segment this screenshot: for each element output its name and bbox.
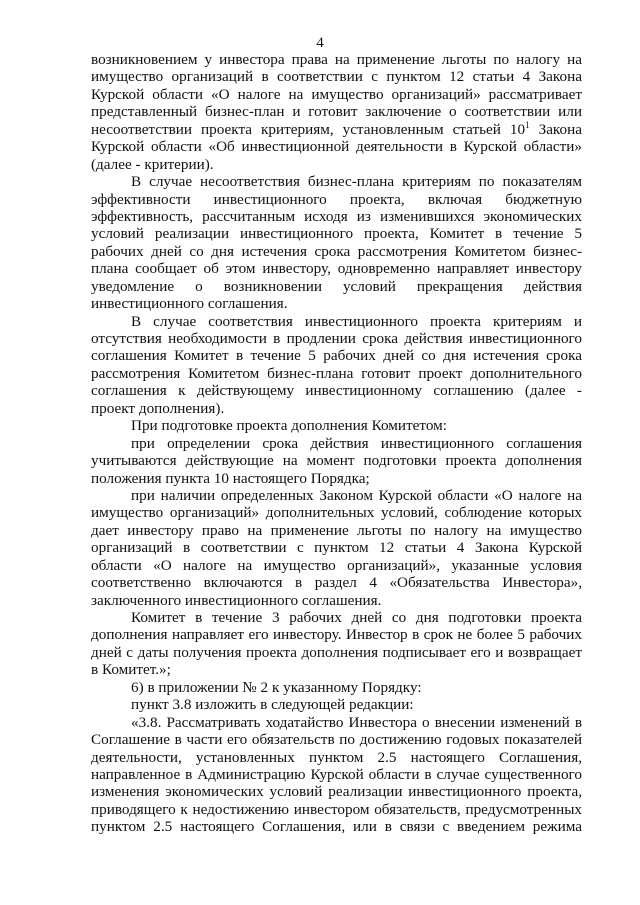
- text-line: дает инвестору право на применение льготы по налогу на имущество: [91, 521, 582, 539]
- text-line-segment: несоответствии проекта критериям, установленным статьей 10: [91, 120, 526, 138]
- text-line: организаций в соответствии с пунктом 12 статьи 4 Закона Курской: [91, 539, 582, 557]
- text-line: соответственно включаются в раздел 4 «Обязательства Инвестора»,: [91, 574, 582, 592]
- text-line: инвестиционного соглашения.: [91, 295, 288, 313]
- page-number: 4: [316, 35, 324, 51]
- text-line: эффективности инвестиционного проекта, включая бюджетную: [91, 190, 582, 208]
- text-line: направленное в Администрацию Курской области в случае существенного: [91, 765, 582, 783]
- text-line-segment: Закона: [529, 120, 582, 138]
- text-line: плана сообщает об этом инвестору, одновременно направляет инвестору: [91, 260, 582, 278]
- text-line: области «О налоге на имущество организаций», указанные условия: [91, 556, 582, 574]
- text-line: проект дополнения).: [91, 399, 225, 417]
- text-line: учитываются действующие на момент подготовки проекта дополнения: [91, 452, 582, 470]
- text-line: (далее - критерии).: [91, 155, 214, 173]
- text-line: эффективность, рассчитанным исходя из изменившихся экономических: [91, 207, 582, 225]
- text-line: при определении срока действия инвестиционного соглашения: [131, 434, 582, 452]
- text-line: приводящего к недостижению инвестором обязательств, предусмотренных: [91, 800, 582, 818]
- text-line: при наличии определенных Законом Курской области «О налоге на: [131, 486, 582, 504]
- text-line: дней с даты получения проекта дополнения подписывает его и возвращает: [91, 643, 582, 661]
- text-line: рассмотрения Комитетом бизнес-плана готовит проект дополнительного: [91, 364, 582, 382]
- text-line: Комитет в течение 3 рабочих дней со дня подготовки проекта: [131, 609, 582, 626]
- text-line: Курской области «Об инвестиционной деятельности в Курской области»: [91, 138, 582, 156]
- text-line: 6) в приложении № 2 к указанному Порядку:: [131, 678, 422, 696]
- text-line: пунктом 2.5 настоящего Соглашения, или в связи с введением режима: [91, 818, 582, 836]
- text-line: условий реализации инвестиционного проекта, Комитет в течение 5: [91, 225, 582, 243]
- text-line: [91, 121, 582, 138]
- text-line: имущество организаций в соответствии с пунктом 12 статьи 4 Закона: [91, 68, 582, 86]
- text-line: рабочих дней со дня истечения срока рассмотрения Комитетом бизнес-: [91, 242, 582, 260]
- text-line: «3.8. Рассматривать ходатайство Инвестора о внесении изменений в: [131, 713, 582, 731]
- text-line: дополнения направляет его инвестору. Инвестор в срок не более 5 рабочих: [91, 626, 582, 644]
- text-line: заключенного инвестиционного соглашения.: [91, 591, 382, 609]
- document-body: [91, 51, 582, 836]
- text-line: Курской области «О налоге на имущество организаций» рассматривает: [91, 85, 582, 103]
- text-line: В случае несоответствия бизнес-плана критериям по показателям: [131, 173, 582, 191]
- text-line: соглашения к действующему инвестиционному соглашению (далее -: [91, 382, 582, 400]
- text-line: положения пункта 10 настоящего Порядка;: [91, 469, 370, 487]
- text-line: При подготовке проекта дополнения Комитетом:: [131, 417, 447, 435]
- text-line: возникновением у инвестора права на применение льготы по налогу на: [91, 51, 582, 68]
- text-line: отсутствия необходимости в продлении срока действия инвестиционного: [91, 330, 582, 347]
- text-line: имущество организаций» дополнительных условий, соблюдение которых: [91, 504, 582, 522]
- text-line: представленный бизнес-план и готовит заключение о соответствии или: [91, 103, 582, 121]
- text-line: В случае соответствия инвестиционного проекта критериям и: [131, 312, 582, 330]
- text-line: соглашения Комитет в течение 5 рабочих дней со дня истечения срока: [91, 347, 582, 365]
- text-line: деятельности, установленных пунктом 2.5 настоящего Соглашения,: [91, 748, 582, 766]
- text-line: уведомление о возникновении условий прекращения действия: [91, 277, 582, 295]
- text-line: пункт 3.8 изложить в следующей редакции:: [131, 696, 414, 714]
- superscript: 1: [525, 120, 530, 130]
- text-line: Соглашение в части его обязательств по достижению годовых показателей: [91, 731, 582, 749]
- text-line: изменения экономических условий реализации инвестиционного проекта,: [91, 783, 582, 801]
- text-line: в Комитет.»;: [91, 661, 171, 679]
